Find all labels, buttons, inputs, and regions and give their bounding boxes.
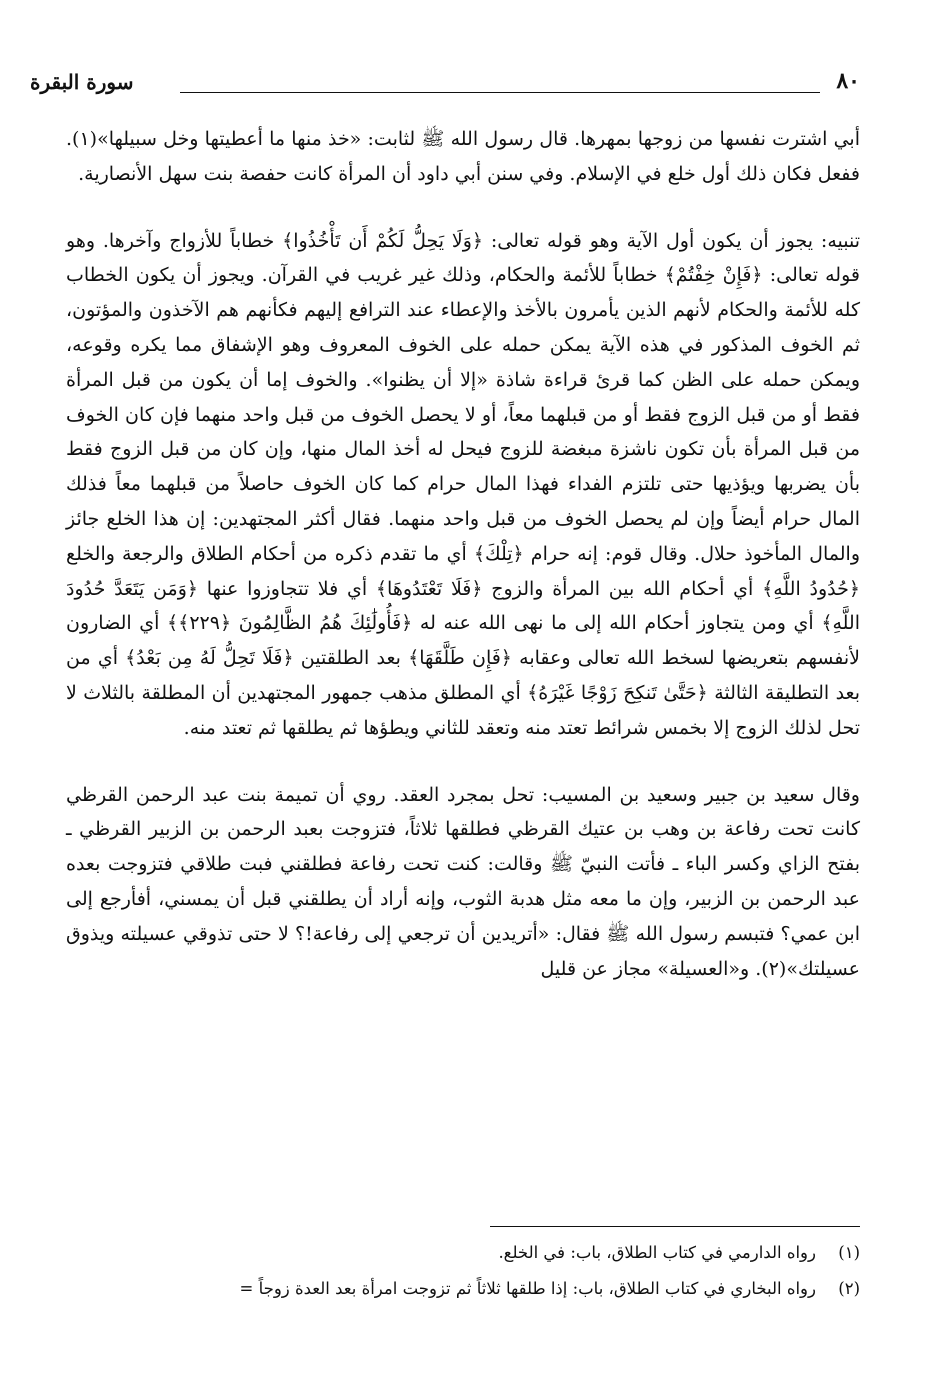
footnote-number: (١)	[838, 1243, 860, 1262]
paragraph-3: وقال سعيد بن جبير وسعيد بن المسيب: تحل بمجرد العقد. روي أن تميمة بنت عبد الرحمن القرظي كانت تحت رفاعة بن وهب بن عتيك القرظي فطلقها ثلاثاً، فتزوجت بعبد الرحمن بن الزبير القرظي ـ بفتح الزاي وكسر الباء ـ فأتت النبيّ ﷺ وقالت: كنت تحت رفاعة فطلقني فبت طلاقي فتزوجت بعده عبد الرحمن بن الزبير، وإن ما معه مثل هدبة الثوب، وإنه أراد أن يطلقني قبل أن يمسني، أفأرجع إلى ابن عمي؟ فتبسم رسول الله ﷺ فقال: «أتريدين أن ترجعي إلى رفاعة!؟ لا حتى تذوقي عسيلته ويذوق عسيلتك»(٢). و«العسيلة» مجاز عن قليل	[66, 783, 860, 980]
paragraph-2: تنبيه: يجوز أن يكون أول الآية وهو قوله تعالى: ﴿وَلَا يَحِلُّ لَكُمْ أَن تَأْخُذُوا﴾ خطاباً للأزواج وآخرها. وهو قوله تعالى: ﴿فَإِنْ خِفْتُمْ﴾ خطاباً للأئمة والحكام، وذلك غير غريب في القرآن. ويجوز أن يكون الخطاب كله للأئمة والحكام لأنهم الذين يأمرون بالأخذ والإعطاء عند الترافع إليهم فكأنهم هم الآخذون والمؤتون، ثم الخوف المذكور في هذه الآية يمكن حمله على الخوف المعروف وهو الإشفاق مما يكره وقوعه، ويمكن حمله على الظن كما قرئ قراءة شاذة «إلا أن يظنوا». والخوف إما أن يكون من قبل المرأة فقط أو من قبل الزوج فقط أو من قبلهما معاً، أو لا يحصل الخوف من قبل واحد منهما فإن كان الخوف من قبل المرأة بأن تكون ناشزة مبغضة للزوج فيحل له أخذ المال منها، وإن كان من قبل الزوج فقط بأن يضربها ويؤذيها حتى تلتزم الفداء فهذا المال حرام كما كان الخوف حاصلاً من قبلهما معاً فذلك المال حرام أيضاً وإن لم يحصل الخوف من قبل واحد منهما. فقال أكثر المجتهدين: إن هذا الخلع جائز والمال المأخوذ حلال. وقال قوم: إنه حرام ﴿تِلْكَ﴾ أي ما تقدم ذكره من أحكام الطلاق والرجعة والخلع ﴿حُدُودُ اللَّهِ﴾ أي أحكام الله بين المرأة والزوج ﴿فَلَا تَعْتَدُوهَا﴾ أي فلا تتجاوزوا عنها ﴿وَمَن يَتَعَدَّ حُدُودَ اللَّهِ﴾ أي ومن يتجاوز أحكام الله إلى ما نهى الله عنه له ﴿فَأُولَٰئِكَ هُمُ الظَّالِمُونَ ﴿٢٢٩﴾﴾ أي الضارون لأنفسهم بتعريضها لسخط الله تعالى وعقابه ﴿فَإِن طَلَّقَهَا﴾ بعد الطلقتين ﴿فَلَا تَحِلُّ لَهُ مِن بَعْدُ﴾ أي من بعد التطليقة الثالثة ﴿حَتَّىٰ تَنكِحَ زَوْجًا غَيْرَهُ﴾ أي المطلق مذهب جمهور المجتهدين أن المطلقة بالثلاث لا تحل لذلك الزوج إلا بخمس شرائط تعتد منه وتعقد للثاني ويطؤها ثم يطلقها ثم تعتد منه.	[66, 229, 860, 739]
header-divider	[180, 92, 820, 93]
page-body	[66, 122, 860, 986]
page-number: ٨٠	[836, 68, 860, 94]
paragraph-1: أبي اشترت نفسها من زوجها بمهرها. قال رسول الله ﷺ لثابت: «خذ منها ما أعطيتها وخل سبيلها»(١). ففعل فكان ذلك أول خلع في الإسلام. وفي سنن أبي داود أن المرأة كانت حفصة بنت سهل الأنصارية.	[66, 128, 860, 185]
footnote-2	[66, 1276, 860, 1302]
footnote-divider	[490, 1226, 860, 1227]
footnote-1	[66, 1240, 860, 1266]
surah-title: سورة البقرة	[30, 70, 134, 94]
footnote-text: رواه البخاري في كتاب الطلاق، باب: إذا طلقها ثلاثاً ثم تزوجت امرأة بعد العدة زوجاً =	[239, 1279, 816, 1298]
page-header	[30, 68, 860, 102]
footnote-number: (٢)	[838, 1279, 860, 1298]
footnote-text: رواه الدارمي في كتاب الطلاق، باب: في الخلع.	[498, 1243, 816, 1262]
